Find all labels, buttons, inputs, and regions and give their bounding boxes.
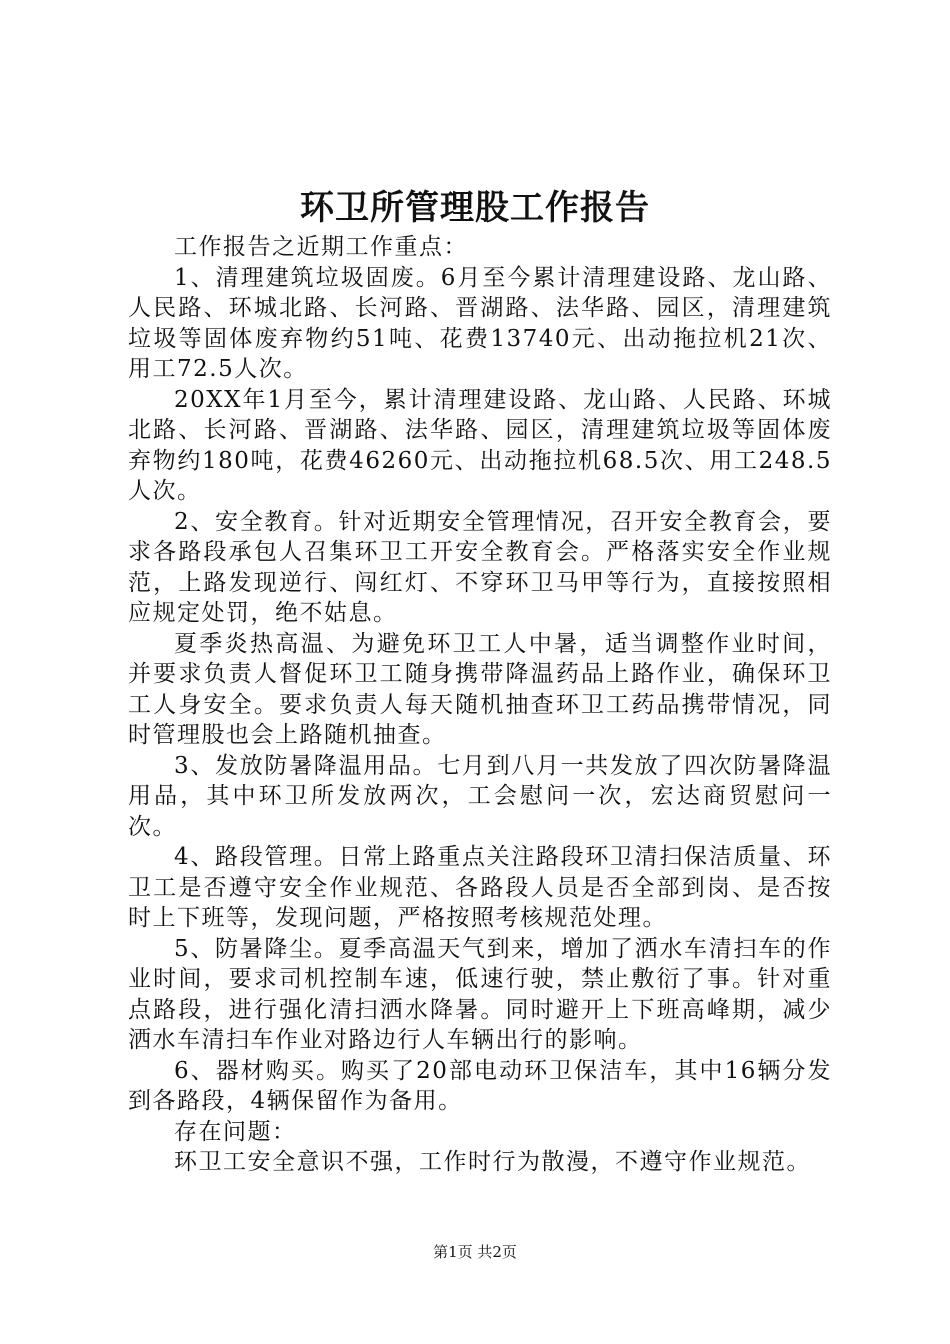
paragraph: 4、路段管理。日常上路重点关注路段环卫清扫保洁质量、环卫工是否遵守安全作业规范、各路段人员是否全部到岗、是否按时上下班等，发现问题，严格按照考核规范处理。 xyxy=(128,844,832,931)
paragraph: 夏季炎热高温、为避免环卫工人中暑，适当调整作业时间，并要求负责人督促环卫工随身携带降温药品上路作业，确保环卫工人身安全。要求负责人每天随机抽查环卫工药品携带情况，同时管理股也会上路随机抽查。 xyxy=(128,630,832,748)
paragraph: 6、器材购买。购买了20部电动环卫保洁车，其中16辆分发到各路段，4辆保留作为备用。 xyxy=(128,1057,832,1114)
document-title: 环卫所管理股工作报告 xyxy=(300,188,650,228)
paragraph: 2、安全教育。针对近期安全管理情况，召开安全教育会，要求各路段承包人召集环卫工开安全教育会。严格落实安全作业规范，上路发现逆行、闯红灯、不穿环卫马甲等行为，直接按照相应规定处罚，绝不姑息。 xyxy=(128,508,832,626)
paragraph: 3、发放防暑降温用品。七月到八月一共发放了四次防暑降温用品，其中环卫所发放两次，工会慰问一次，宏达商贸慰问一次。 xyxy=(128,752,832,840)
paragraph: 20XX年1月至今，累计清理建设路、龙山路、人民路、环城北路、长河路、晋湖路、法华路、园区，清理建筑垃圾等固体废弃物约180吨，花费46260元、出动拖拉机68.5次、用工248.5人次。 xyxy=(128,386,832,504)
paragraph: 环卫工安全意识不强，工作时行为散漫，不遵守作业规范。 xyxy=(174,1149,811,1175)
page-number-footer: 第1页 共2页 xyxy=(433,1243,517,1261)
paragraph: 1、清理建筑垃圾固废。6月至今累计清理建设路、龙山路、人民路、环城北路、长河路、晋湖路、法华路、园区，清理建筑垃圾等固体废弃物约51吨、花费13740元、出动拖拉机21次、用工72.5人次。 xyxy=(128,264,832,382)
paragraph: 5、防暑降尘。夏季高温天气到来，增加了洒水车清扫车的作业时间，要求司机控制车速，低速行驶，禁止敷衍了事。针对重点路段，进行强化清扫洒水降暑。同时避开上下班高峰期，减少洒水车清扫车作业对路边行人车辆出行的影响。 xyxy=(128,935,832,1053)
paragraph: 工作报告之近期工作重点： xyxy=(174,234,468,260)
document-body xyxy=(128,232,832,1178)
paragraph: 存在问题： xyxy=(174,1118,297,1145)
